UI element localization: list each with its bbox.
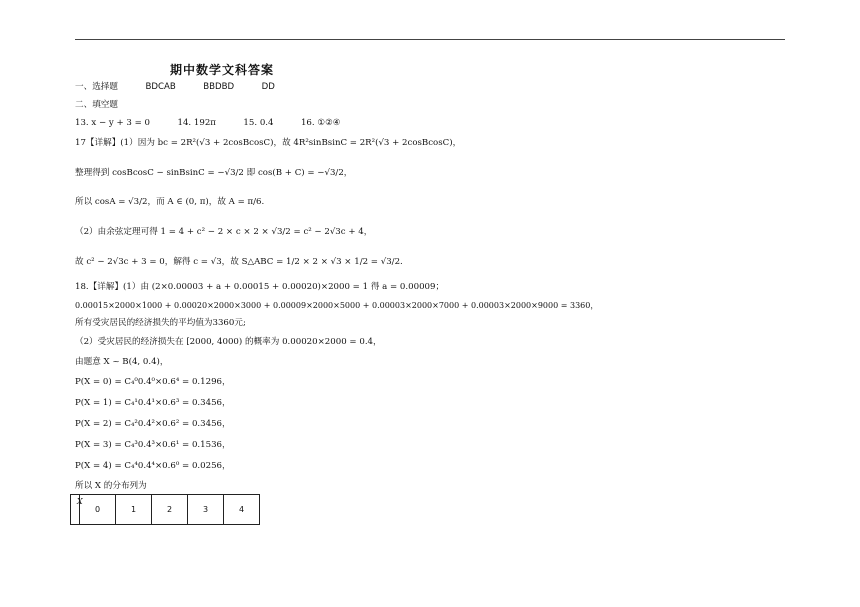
distribution-table (70, 494, 260, 525)
prob-x3: P(X = 3) = C₄³0.4³×0.6¹ = 0.1536， (75, 440, 231, 450)
table-cell: 4 (224, 495, 260, 525)
table-cell: 1 (116, 495, 152, 525)
q17-line-1: 17【详解】(1）因为 bc = 2R²(√3 + 2cosBcosC)，故 4R²sinBsinC = 2R²(√3 + 2cosBcosC)， (75, 138, 462, 148)
q17-line-4: （2）由余弦定理可得 1 = 4 + c² − 2 × c × 2 × √3/2 = c² − 2√3c + 4， (75, 227, 373, 237)
section-choice (75, 82, 275, 93)
table-header-label: X (77, 497, 83, 506)
q18-line-1: 18.【详解】(1）由 (2×0.00003 + a + 0.00015 + 0.00020)×2000 = 1 得 a = 0.00009； (75, 282, 445, 292)
q18-line-4: （2）受灾居民的经济损失在 [2000, 4000) 的概率为 0.00020×2000 = 0.4， (75, 337, 382, 347)
q17-line-2: 整理得到 cosBcosC − sinBsinC = −√3/2 即 cos(B + C) = −√3/2， (75, 168, 353, 178)
choice-group-3: DD (261, 82, 275, 92)
answer-16: 16. ①②④ (300, 118, 341, 128)
answer-13: 13. x − y + 3 = 0 (75, 118, 151, 128)
q18-line-2: 0.00015×2000×1000 + 0.00020×2000×3000 + 0.00009×2000×5000 + 0.00003×2000×7000 + 0.00003×2000×9000 = 3360， (75, 301, 599, 310)
prob-x0: P(X = 0) = C₄⁰0.4⁰×0.6⁴ = 0.1296， (75, 377, 231, 387)
table-row (71, 495, 260, 525)
table-header-cell (71, 495, 83, 525)
q18-line-6: 所以 X 的分布列为 (75, 481, 147, 491)
q17-line-3: 所以 cosA = √3/2，而 A ∈ (0, π)，故 A = π/6. (75, 197, 265, 207)
q17-line-5: 故 c² − 2√3c + 3 = 0，解得 c = √3，故 S△ABC = 1/2 × 2 × √3 × 1/2 = √3/2. (75, 257, 403, 267)
table-cell: 0 (80, 495, 116, 525)
prob-x4: P(X = 4) = C₄⁴0.4⁴×0.6⁰ = 0.0256， (75, 461, 231, 471)
choice-group-1: BDCAB (145, 82, 176, 92)
table-cell: 3 (188, 495, 224, 525)
section-choice-label: 一、选择题 (75, 82, 118, 92)
header-rule (75, 39, 785, 40)
q18-line-5: 由题意 X ~ B(4, 0.4)， (75, 357, 169, 367)
prob-x1: P(X = 1) = C₄¹0.4¹×0.6³ = 0.3456， (75, 398, 231, 408)
q18-line-3: 所有受灾居民的经济损失的平均值为3360元; (75, 318, 246, 328)
table-cell: 2 (152, 495, 188, 525)
choice-group-2: BBDBD (203, 82, 235, 92)
answer-15: 15. 0.4 (243, 118, 274, 128)
fill-answers (75, 118, 340, 129)
prob-x2: P(X = 2) = C₄²0.4²×0.6² = 0.3456， (75, 419, 231, 429)
answer-14: 14. 192π (177, 118, 216, 128)
section-fill-label: 二、填空题 (75, 100, 118, 110)
page-title: 期中数学文科答案 (170, 63, 275, 77)
